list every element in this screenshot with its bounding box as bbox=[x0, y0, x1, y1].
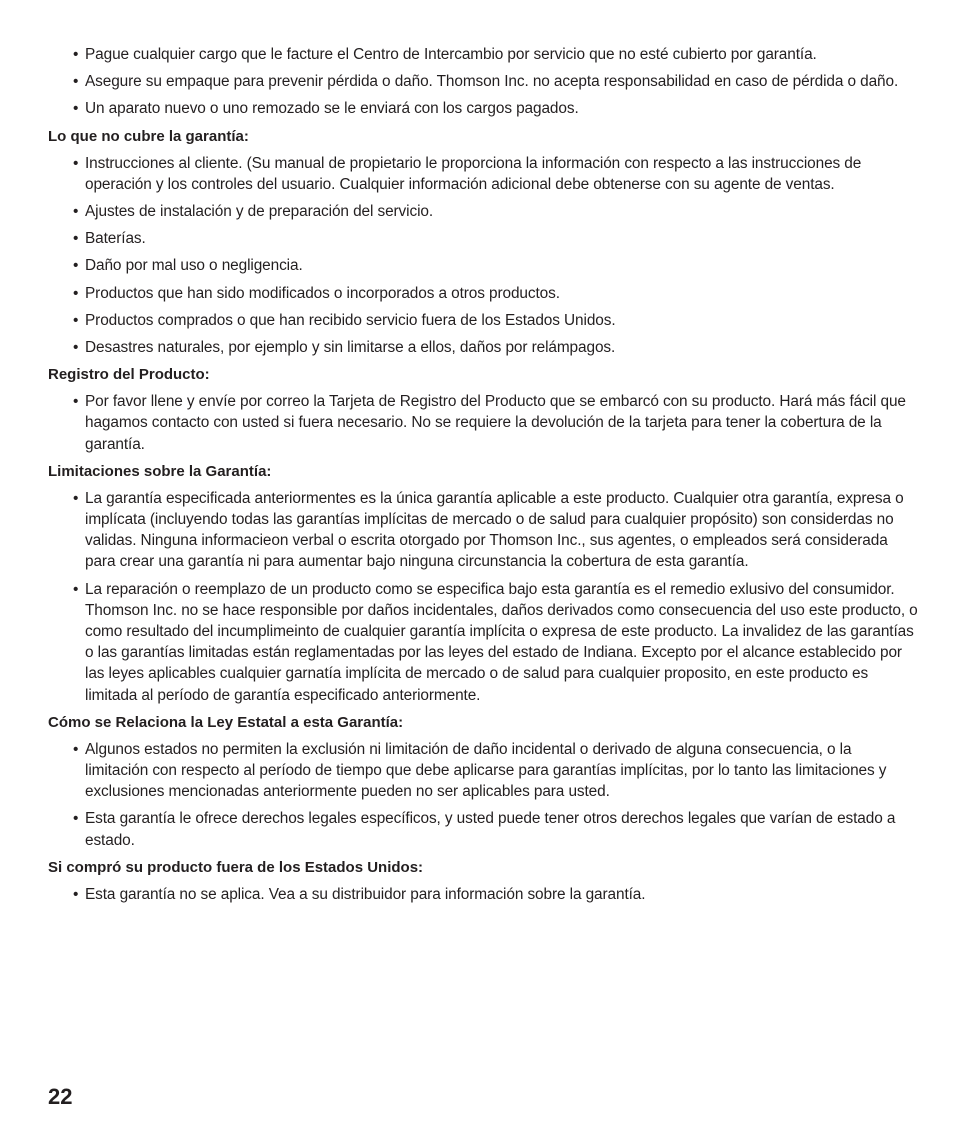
bullet-list bbox=[48, 153, 918, 359]
list-item: • Desastres naturales, por ejemplo y sin limitarse a ellos, daños por relámpagos. bbox=[73, 337, 918, 358]
bullet-list bbox=[48, 391, 918, 455]
list-item: • Baterías. bbox=[73, 228, 918, 249]
section-product-registration bbox=[48, 364, 918, 455]
section-not-covered bbox=[48, 126, 918, 359]
page-number: 22 bbox=[48, 1084, 73, 1109]
list-item: • La garantía especificada anteriormentes es la única garantía aplicable a este producto. Cualquier otra garantía, expresa o implícata (incluyendo todas las garantías implícitas de mercado o de salud para cualquier propósito) son considerdas no validas. Ninguna informacieon verbal o escrita otorgado por Thomson Inc., sus agentes, o empleados será considerada para crear una garantía ni para aumentar bajo ninguna circunstancia la cobertura de esta garantía. bbox=[73, 488, 918, 573]
list-item: • Ajustes de instalación y de preparación del servicio. bbox=[73, 201, 918, 222]
list-item: • Algunos estados no permiten la exclusión ni limitación de daño incidental o derivado de alguna consecuencia, o la limitación con respecto al período de tiempo que debe aplicarse para garantías implícitas, por lo tanto las limitaciones y exclusiones mencionadas anteriormente pueden no ser aplicables para usted. bbox=[73, 739, 918, 803]
list-item: • La reparación o reemplazo de un producto como se especifica bajo esta garantía es el remedio exlusivo del consumidor. Thomson Inc. no se hace responsible por daños incidentales, daños derivados como consecuencia del uso este producto, o como resultado del incumplimeinto de cualquier garantía implícita o expresa de este producto. La invalidez de las garantías o las garantías limitadas están reglamentadas por las leyes del estado de Indiana. Excepto por el alcance establecido por las leyes aplicables cualquier garnatía implícita de mercado o de salud para cualquier proposito, en este producto es limitada al período de garantía especificado anteriormente. bbox=[73, 579, 918, 706]
list-item: • Pague cualquier cargo que le facture el Centro de Intercambio por servicio que no esté cubierto por garantía. bbox=[73, 44, 918, 65]
bullet-list bbox=[48, 488, 918, 706]
bullet-list bbox=[48, 884, 918, 905]
list-item: • Esta garantía le ofrece derechos legales específicos, y usted puede tener otros derechos legales que varían de estado a estado. bbox=[73, 808, 918, 850]
list-item: • Esta garantía no se aplica. Vea a su distribuidor para información sobre la garantía. bbox=[73, 884, 918, 905]
section-state-law bbox=[48, 712, 918, 851]
list-item: • Productos que han sido modificados o incorporados a otros productos. bbox=[73, 283, 918, 304]
list-item: • Productos comprados o que han recibido servicio fuera de los Estados Unidos. bbox=[73, 310, 918, 331]
list-item: • Por favor llene y envíe por correo la Tarjeta de Registro del Producto que se embarcó con su producto. Hará más fácil que hagamos contacto con usted si fuera necesario. No se requiere la devolución de la tarjeta para tener la cobertura de la garantía. bbox=[73, 391, 918, 455]
section-heading: Si compró su producto fuera de los Estados Unidos: bbox=[48, 858, 424, 876]
section-heading: Registro del Producto: bbox=[48, 366, 210, 384]
warranty-text-page bbox=[48, 44, 918, 911]
section-heading: Limitaciones sobre la Garantía: bbox=[48, 462, 272, 480]
section-warranty-limitations bbox=[48, 461, 918, 706]
section-service-terms bbox=[48, 44, 918, 120]
section-heading: Cómo se Relaciona la Ley Estatal a esta Garantía: bbox=[48, 713, 404, 731]
list-item: • Daño por mal uso o negligencia. bbox=[73, 255, 918, 276]
section-purchased-outside-us bbox=[48, 857, 918, 905]
list-item: • Un aparato nuevo o uno remozado se le enviará con los cargos pagados. bbox=[73, 98, 918, 119]
list-item: • Asegure su empaque para prevenir pérdida o daño. Thomson Inc. no acepta responsabilidad en caso de pérdida o daño. bbox=[73, 71, 918, 92]
section-heading: Lo que no cubre la garantía: bbox=[48, 127, 249, 145]
bullet-list bbox=[48, 44, 918, 120]
list-item: • Instrucciones al cliente. (Su manual de propietario le proporciona la información con respecto a las instrucciones de operación y los controles del usuario. Cualquier información adicional debe obtenerse con su agente de ventas. bbox=[73, 153, 918, 195]
bullet-list bbox=[48, 739, 918, 851]
